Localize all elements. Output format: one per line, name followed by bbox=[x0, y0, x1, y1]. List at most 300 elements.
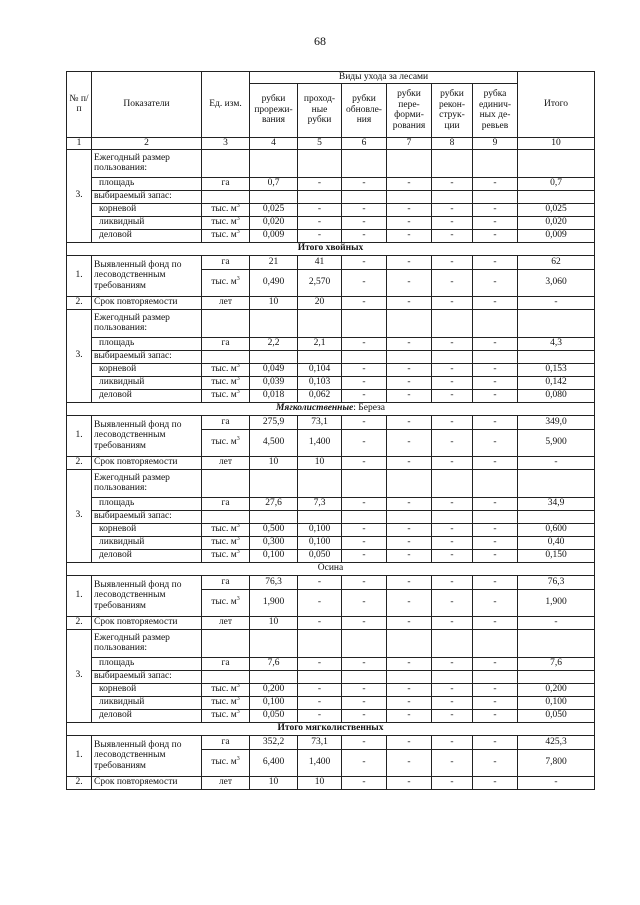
total-cell: 425,3 bbox=[518, 735, 595, 749]
total-cell: 4,3 bbox=[518, 337, 595, 350]
value-cell: 1,400 bbox=[298, 429, 342, 456]
header-passage: проход-ные рубки bbox=[298, 83, 342, 137]
unit-cell: га bbox=[202, 657, 250, 670]
dash-cell: - bbox=[473, 497, 518, 510]
dash-cell: - bbox=[473, 696, 518, 709]
total-cell: 3,060 bbox=[518, 269, 595, 296]
unit-cell: тыс. $м^3$ bbox=[202, 696, 250, 709]
row-label: Срок повторяемости bbox=[92, 296, 202, 309]
table-row bbox=[67, 203, 595, 216]
dash-cell: - bbox=[473, 536, 518, 549]
unit-cell: га bbox=[202, 497, 250, 510]
row-number: 1. bbox=[67, 735, 92, 776]
row-label: ликвидный bbox=[92, 536, 202, 549]
col-number: 4 bbox=[250, 137, 298, 149]
dash-cell: - bbox=[387, 376, 432, 389]
table-row bbox=[67, 549, 595, 562]
dash-cell: - bbox=[342, 523, 387, 536]
value-cell: 73,1 bbox=[298, 735, 342, 749]
forest-care-table bbox=[66, 71, 595, 790]
unit-cell: тыс. $м^3$ bbox=[202, 523, 250, 536]
dash-cell: - bbox=[387, 216, 432, 229]
row-label: деловой bbox=[92, 229, 202, 242]
dash-cell: - bbox=[298, 575, 342, 589]
unit-cell: га bbox=[202, 337, 250, 350]
unit-cell: га bbox=[202, 735, 250, 749]
unit-cell: лет bbox=[202, 616, 250, 629]
dash-cell: - bbox=[298, 683, 342, 696]
table-row bbox=[67, 149, 595, 177]
dash-cell: - bbox=[387, 497, 432, 510]
value-cell: 275,9 bbox=[250, 415, 298, 429]
dash-cell: - bbox=[473, 216, 518, 229]
dash-cell: - bbox=[473, 337, 518, 350]
dash-cell: - bbox=[518, 616, 595, 629]
dash-cell: - bbox=[342, 497, 387, 510]
row-label: корневой bbox=[92, 683, 202, 696]
total-cell: 0,100 bbox=[518, 696, 595, 709]
col-number: 9 bbox=[473, 137, 518, 149]
dash-cell: - bbox=[342, 735, 387, 749]
dash-cell: - bbox=[432, 523, 473, 536]
table-row bbox=[67, 696, 595, 709]
row-label: ликвидный bbox=[92, 216, 202, 229]
dash-cell: - bbox=[473, 269, 518, 296]
value-cell: 0,7 bbox=[250, 177, 298, 190]
header-thinning: рубки прорежи-вания bbox=[250, 83, 298, 137]
value-cell: 4,500 bbox=[250, 429, 298, 456]
value-cell: 27,6 bbox=[250, 497, 298, 510]
unit-cell: тыс. $м^3$ bbox=[202, 376, 250, 389]
value-cell: 0,050 bbox=[250, 709, 298, 722]
header-reconstruction: рубки рекон-струк-ции bbox=[432, 83, 473, 137]
value-cell: 0,025 bbox=[250, 203, 298, 216]
dash-cell: - bbox=[387, 269, 432, 296]
section-row bbox=[67, 242, 595, 255]
dash-cell: - bbox=[298, 589, 342, 616]
dash-cell: - bbox=[298, 657, 342, 670]
unit-cell: тыс. $м^3$ bbox=[202, 709, 250, 722]
header-single-tree: рубка единич-ных де-ревьев bbox=[473, 83, 518, 137]
dash-cell: - bbox=[342, 683, 387, 696]
dash-cell: - bbox=[473, 229, 518, 242]
col-number: 2 bbox=[92, 137, 202, 149]
total-cell: 349,0 bbox=[518, 415, 595, 429]
row-label: ликвидный bbox=[92, 376, 202, 389]
header-care-types: Виды ухода за лесами bbox=[250, 72, 518, 84]
dash-cell: - bbox=[342, 575, 387, 589]
total-cell: 0,142 bbox=[518, 376, 595, 389]
row-number: 1. bbox=[67, 415, 92, 456]
dash-cell: - bbox=[432, 657, 473, 670]
unit-cell: тыс. $м^3$ bbox=[202, 216, 250, 229]
table-row bbox=[67, 657, 595, 670]
dash-cell: - bbox=[298, 203, 342, 216]
dash-cell: - bbox=[387, 177, 432, 190]
value-cell: 20 bbox=[298, 296, 342, 309]
dash-cell: - bbox=[387, 229, 432, 242]
row-label: площадь bbox=[92, 177, 202, 190]
value-cell: 0,103 bbox=[298, 376, 342, 389]
table-row bbox=[67, 536, 595, 549]
table-row bbox=[67, 177, 595, 190]
unit-cell: га bbox=[202, 575, 250, 589]
row-label: корневой bbox=[92, 203, 202, 216]
section-title: Итого мягколиственных bbox=[67, 722, 595, 735]
dash-cell: - bbox=[473, 589, 518, 616]
dash-cell: - bbox=[473, 735, 518, 749]
unit-cell: тыс. $м^3$ bbox=[202, 536, 250, 549]
dash-cell: - bbox=[432, 177, 473, 190]
value-cell: 21 bbox=[250, 255, 298, 269]
dash-cell: - bbox=[432, 683, 473, 696]
section-title: Итого хвойных bbox=[67, 242, 595, 255]
col-number: 3 bbox=[202, 137, 250, 149]
dash-cell: - bbox=[342, 337, 387, 350]
table-row bbox=[67, 350, 595, 363]
row-label: выбираемый запас: bbox=[92, 190, 202, 203]
dash-cell: - bbox=[432, 536, 473, 549]
dash-cell: - bbox=[298, 616, 342, 629]
total-cell: 1,900 bbox=[518, 589, 595, 616]
dash-cell: - bbox=[432, 776, 473, 789]
value-cell: 2,2 bbox=[250, 337, 298, 350]
row-number: 1. bbox=[67, 575, 92, 616]
row-label: площадь bbox=[92, 337, 202, 350]
table-row bbox=[67, 415, 595, 429]
dash-cell: - bbox=[387, 589, 432, 616]
value-cell: 352,2 bbox=[250, 735, 298, 749]
total-cell: 0,020 bbox=[518, 216, 595, 229]
row-label: Выявленный фонд по лесоводственным требованиям bbox=[92, 415, 202, 456]
table-row bbox=[67, 337, 595, 350]
section-title: Осина bbox=[67, 562, 595, 575]
table-row bbox=[67, 709, 595, 722]
value-cell: 0,050 bbox=[298, 549, 342, 562]
dash-cell: - bbox=[387, 523, 432, 536]
total-cell: 7,800 bbox=[518, 749, 595, 776]
table-row bbox=[67, 309, 595, 337]
value-cell: 2,1 bbox=[298, 337, 342, 350]
table-row bbox=[67, 376, 595, 389]
dash-cell: - bbox=[298, 229, 342, 242]
dash-cell: - bbox=[473, 389, 518, 402]
total-cell: 34,9 bbox=[518, 497, 595, 510]
unit-cell: тыс. $м^3$ bbox=[202, 589, 250, 616]
value-cell: 1,400 bbox=[298, 749, 342, 776]
dash-cell: - bbox=[473, 776, 518, 789]
dash-cell: - bbox=[387, 389, 432, 402]
table-row bbox=[67, 229, 595, 242]
dash-cell: - bbox=[387, 536, 432, 549]
dash-cell: - bbox=[342, 203, 387, 216]
value-cell: 10 bbox=[298, 776, 342, 789]
row-label: Ежегодный размер пользования: bbox=[92, 469, 202, 497]
table-row bbox=[67, 575, 595, 589]
dash-cell: - bbox=[387, 683, 432, 696]
header-reformation: рубки пере-форми-рования bbox=[387, 83, 432, 137]
dash-cell: - bbox=[473, 683, 518, 696]
col-number: 7 bbox=[387, 137, 432, 149]
row-label: Выявленный фонд по лесоводственным требованиям bbox=[92, 735, 202, 776]
dash-cell: - bbox=[387, 456, 432, 469]
value-cell: 10 bbox=[250, 776, 298, 789]
table-row bbox=[67, 670, 595, 683]
dash-cell: - bbox=[342, 589, 387, 616]
value-cell: 0,100 bbox=[250, 696, 298, 709]
dash-cell: - bbox=[298, 696, 342, 709]
dash-cell: - bbox=[432, 216, 473, 229]
dash-cell: - bbox=[432, 549, 473, 562]
unit-cell: га bbox=[202, 255, 250, 269]
dash-cell: - bbox=[473, 549, 518, 562]
row-number: 3. bbox=[67, 629, 92, 722]
dash-cell: - bbox=[432, 575, 473, 589]
dash-cell: - bbox=[432, 749, 473, 776]
dash-cell: - bbox=[387, 363, 432, 376]
row-label: площадь bbox=[92, 497, 202, 510]
dash-cell: - bbox=[298, 216, 342, 229]
row-label: деловой bbox=[92, 549, 202, 562]
dash-cell: - bbox=[298, 177, 342, 190]
dash-cell: - bbox=[342, 776, 387, 789]
section-row bbox=[67, 562, 595, 575]
dash-cell: - bbox=[342, 456, 387, 469]
dash-cell: - bbox=[387, 337, 432, 350]
dash-cell: - bbox=[432, 229, 473, 242]
row-label: выбираемый запас: bbox=[92, 510, 202, 523]
row-label: Выявленный фонд по лесоводственным требованиям bbox=[92, 255, 202, 296]
dash-cell: - bbox=[342, 429, 387, 456]
table-row bbox=[67, 363, 595, 376]
dash-cell: - bbox=[432, 376, 473, 389]
dash-cell: - bbox=[342, 269, 387, 296]
unit-cell: тыс. $м^3$ bbox=[202, 269, 250, 296]
total-cell: 62 bbox=[518, 255, 595, 269]
dash-cell: - bbox=[432, 709, 473, 722]
row-number: 2. bbox=[67, 616, 92, 629]
row-number: 2. bbox=[67, 776, 92, 789]
total-cell: 0,025 bbox=[518, 203, 595, 216]
row-number: 2. bbox=[67, 296, 92, 309]
value-cell: 10 bbox=[250, 296, 298, 309]
table-row bbox=[67, 389, 595, 402]
dash-cell: - bbox=[432, 497, 473, 510]
dash-cell: - bbox=[342, 657, 387, 670]
dash-cell: - bbox=[342, 415, 387, 429]
dash-cell: - bbox=[432, 255, 473, 269]
unit-cell: тыс. $м^3$ bbox=[202, 363, 250, 376]
dash-cell: - bbox=[342, 363, 387, 376]
unit-cell: тыс. $м^3$ bbox=[202, 549, 250, 562]
value-cell: 7,3 bbox=[298, 497, 342, 510]
table-row bbox=[67, 469, 595, 497]
row-label: Выявленный фонд по лесоводственным требованиям bbox=[92, 575, 202, 616]
value-cell: 0,062 bbox=[298, 389, 342, 402]
total-cell: 0,7 bbox=[518, 177, 595, 190]
header-indicators: Показатели bbox=[92, 72, 202, 138]
dash-cell: - bbox=[473, 177, 518, 190]
table-row bbox=[67, 523, 595, 536]
row-label: выбираемый запас: bbox=[92, 350, 202, 363]
total-cell: 76,3 bbox=[518, 575, 595, 589]
value-cell: 0,500 bbox=[250, 523, 298, 536]
dash-cell: - bbox=[387, 429, 432, 456]
table-row bbox=[67, 510, 595, 523]
dash-cell: - bbox=[342, 229, 387, 242]
dash-cell: - bbox=[387, 776, 432, 789]
unit-cell: тыс. $м^3$ bbox=[202, 749, 250, 776]
row-label: Ежегодный размер пользования: bbox=[92, 309, 202, 337]
table-row bbox=[67, 216, 595, 229]
table-row bbox=[67, 776, 595, 789]
row-label: выбираемый запас: bbox=[92, 670, 202, 683]
section-row bbox=[67, 722, 595, 735]
table-row bbox=[67, 190, 595, 203]
dash-cell: - bbox=[387, 296, 432, 309]
dash-cell: - bbox=[473, 296, 518, 309]
dash-cell: - bbox=[342, 749, 387, 776]
dash-cell: - bbox=[432, 589, 473, 616]
total-cell: 0,153 bbox=[518, 363, 595, 376]
total-cell: 0,009 bbox=[518, 229, 595, 242]
value-cell: 10 bbox=[250, 616, 298, 629]
dash-cell: - bbox=[432, 616, 473, 629]
page-number: 68 bbox=[314, 34, 326, 48]
table-row bbox=[67, 616, 595, 629]
value-cell: 0,049 bbox=[250, 363, 298, 376]
dash-cell: - bbox=[342, 376, 387, 389]
row-number: 3. bbox=[67, 469, 92, 562]
dash-cell: - bbox=[387, 415, 432, 429]
header-unit: Ед. изм. bbox=[202, 72, 250, 138]
table-row bbox=[67, 629, 595, 657]
unit-cell: лет bbox=[202, 776, 250, 789]
dash-cell: - bbox=[387, 709, 432, 722]
dash-cell: - bbox=[342, 696, 387, 709]
dash-cell: - bbox=[473, 363, 518, 376]
col-number: 1 bbox=[67, 137, 92, 149]
value-cell: 76,3 bbox=[250, 575, 298, 589]
table-row bbox=[67, 456, 595, 469]
dash-cell: - bbox=[432, 203, 473, 216]
unit-cell: лет bbox=[202, 456, 250, 469]
value-cell: 0,490 bbox=[250, 269, 298, 296]
value-cell: 0,009 bbox=[250, 229, 298, 242]
col-number: 5 bbox=[298, 137, 342, 149]
dash-cell: - bbox=[518, 296, 595, 309]
dash-cell: - bbox=[432, 269, 473, 296]
dash-cell: - bbox=[342, 536, 387, 549]
dash-cell: - bbox=[473, 376, 518, 389]
total-cell: 0,40 bbox=[518, 536, 595, 549]
dash-cell: - bbox=[432, 337, 473, 350]
dash-cell: - bbox=[432, 429, 473, 456]
dash-cell: - bbox=[387, 203, 432, 216]
value-cell: 0,100 bbox=[250, 549, 298, 562]
table-row bbox=[67, 683, 595, 696]
dash-cell: - bbox=[387, 735, 432, 749]
row-label: ликвидный bbox=[92, 696, 202, 709]
row-label: деловой bbox=[92, 709, 202, 722]
dash-cell: - bbox=[387, 549, 432, 562]
unit-cell: лет bbox=[202, 296, 250, 309]
dash-cell: - bbox=[342, 709, 387, 722]
value-cell: 2,570 bbox=[298, 269, 342, 296]
header-total: Итого bbox=[518, 72, 595, 138]
table-row bbox=[67, 497, 595, 510]
col-number: 8 bbox=[432, 137, 473, 149]
row-label: Срок повторяемости bbox=[92, 776, 202, 789]
value-cell: 0,200 bbox=[250, 683, 298, 696]
dash-cell: - bbox=[298, 709, 342, 722]
value-cell: 0,300 bbox=[250, 536, 298, 549]
dash-cell: - bbox=[432, 296, 473, 309]
total-cell: 0,200 bbox=[518, 683, 595, 696]
total-cell: 0,080 bbox=[518, 389, 595, 402]
dash-cell: - bbox=[432, 415, 473, 429]
row-label: Срок повторяемости bbox=[92, 616, 202, 629]
unit-cell: тыс. $м^3$ bbox=[202, 229, 250, 242]
dash-cell: - bbox=[342, 216, 387, 229]
unit-cell: тыс. $м^3$ bbox=[202, 429, 250, 456]
row-label: Ежегодный размер пользования: bbox=[92, 629, 202, 657]
dash-cell: - bbox=[473, 456, 518, 469]
total-cell: 0,050 bbox=[518, 709, 595, 722]
value-cell: 0,018 bbox=[250, 389, 298, 402]
value-cell: 10 bbox=[250, 456, 298, 469]
dash-cell: - bbox=[432, 363, 473, 376]
dash-cell: - bbox=[518, 776, 595, 789]
value-cell: 1,900 bbox=[250, 589, 298, 616]
table-row bbox=[67, 255, 595, 269]
row-number: 3. bbox=[67, 309, 92, 402]
dash-cell: - bbox=[432, 456, 473, 469]
dash-cell: - bbox=[473, 575, 518, 589]
table-row bbox=[67, 296, 595, 309]
unit-cell: тыс. $м^3$ bbox=[202, 683, 250, 696]
col-number: 6 bbox=[342, 137, 387, 149]
value-cell: 0,020 bbox=[250, 216, 298, 229]
row-number: 1. bbox=[67, 255, 92, 296]
total-cell: 0,600 bbox=[518, 523, 595, 536]
row-label: корневой bbox=[92, 363, 202, 376]
dash-cell: - bbox=[473, 415, 518, 429]
value-cell: 0,100 bbox=[298, 523, 342, 536]
unit-cell: га bbox=[202, 415, 250, 429]
row-number: 3. bbox=[67, 149, 92, 242]
dash-cell: - bbox=[473, 523, 518, 536]
row-label: корневой bbox=[92, 523, 202, 536]
total-cell: 0,150 bbox=[518, 549, 595, 562]
dash-cell: - bbox=[387, 575, 432, 589]
value-cell: 73,1 bbox=[298, 415, 342, 429]
value-cell: 0,039 bbox=[250, 376, 298, 389]
row-label: Срок повторяемости bbox=[92, 456, 202, 469]
total-cell: 5,900 bbox=[518, 429, 595, 456]
dash-cell: - bbox=[473, 203, 518, 216]
dash-cell: - bbox=[473, 616, 518, 629]
dash-cell: - bbox=[473, 255, 518, 269]
value-cell: 7,6 bbox=[250, 657, 298, 670]
dash-cell: - bbox=[473, 709, 518, 722]
dash-cell: - bbox=[387, 657, 432, 670]
dash-cell: - bbox=[473, 749, 518, 776]
dash-cell: - bbox=[342, 296, 387, 309]
dash-cell: - bbox=[432, 389, 473, 402]
dash-cell: - bbox=[518, 456, 595, 469]
unit-cell: га bbox=[202, 177, 250, 190]
